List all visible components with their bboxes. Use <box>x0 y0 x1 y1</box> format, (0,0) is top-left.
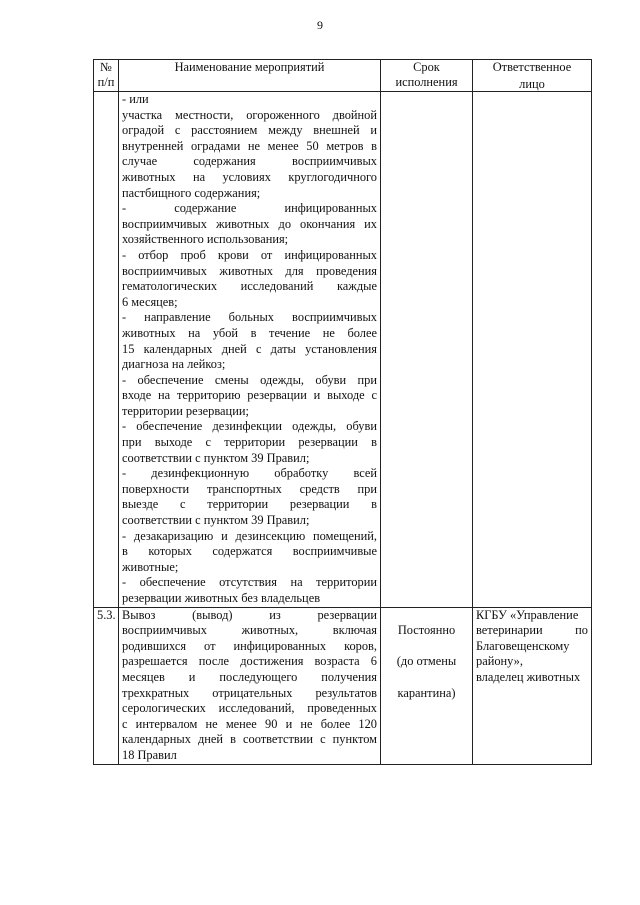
text-line: животных на убой в течение не более <box>122 325 377 340</box>
text-line: разрешается после достижения возраста 6 <box>122 654 377 669</box>
cell-measures <box>119 607 381 764</box>
text-line: - дезакаризацию и дезинсекцию помещений, <box>122 528 377 543</box>
text-line: владелец животных <box>476 669 581 684</box>
text-line: родившихся от инфицированных коров, <box>122 638 377 653</box>
text-line: календарных дней в соответствии с пунктом <box>122 732 377 747</box>
text-line: диагноза на лейкоз; <box>122 357 226 372</box>
text-line: Благовещенскому <box>476 638 570 653</box>
text-line: - отбор проб крови от инфицированных <box>122 247 377 262</box>
text-line: при выходе с территории резервации в <box>122 435 377 450</box>
term-line: (до отмены <box>396 654 457 669</box>
header-num <box>94 60 119 92</box>
text-line: месяцев и последующего получения <box>122 669 377 684</box>
text-line: резервации животных без владельцев <box>122 591 321 605</box>
cell-term <box>381 607 473 764</box>
header-num-line-1: № <box>100 60 112 74</box>
text-line: участка местности, огороженного двойной <box>122 107 377 122</box>
text-line: случае содержания восприимчивых <box>122 154 377 169</box>
text-line: с интервалом не менее 90 и не более 120 <box>122 716 377 731</box>
cell-term <box>381 92 473 608</box>
term-line: карантина) <box>397 685 456 700</box>
header-term-line-2: исполнения <box>395 74 458 89</box>
header-term <box>381 60 473 92</box>
text-line: - обеспечение смены одежды, обуви при <box>122 372 377 387</box>
table-row <box>94 92 592 608</box>
text-line: КГБУ «Управление <box>476 607 579 622</box>
text-line: территории резервации; <box>122 403 249 418</box>
text-line: оградой с расстоянием между внешней и <box>122 123 377 138</box>
text-line: - направление больных восприимчивых <box>122 310 377 325</box>
text-line: - обеспечение отсутствия на территории <box>122 575 377 590</box>
text-line: серологических исследований, проведенных <box>122 701 377 716</box>
text-line: восприимчивых животных для проведения <box>122 263 377 278</box>
measures-table <box>93 59 592 765</box>
text-line: выезде с территории резервации в <box>122 497 377 512</box>
text-line: хозяйственного использования; <box>122 232 289 247</box>
text-line: соответствии с пунктом 39 Правил; <box>122 450 310 465</box>
text-line: трехкратных отрицательных результатов <box>122 685 377 700</box>
text-line: соответствии с пунктом 39 Правил; <box>122 513 310 528</box>
text-line: - дезинфекционную обработку всей <box>122 466 377 481</box>
text-line: гематологических исследований каждые <box>122 279 377 294</box>
text-line: Вывоз (вывод) из резервации <box>122 607 377 622</box>
text-line: восприимчивых животных до окончания их <box>122 216 377 231</box>
text-line: - обеспечение дезинфекции одежды, обуви <box>122 419 377 434</box>
header-responsible <box>473 60 592 92</box>
text-line: внутренней оградами не менее 50 метров в <box>122 138 377 153</box>
text-line: - или <box>122 92 149 106</box>
cell-responsible <box>473 607 592 764</box>
text-line: входе на территорию резервации и выходе с <box>122 388 377 403</box>
text-line: животных на условиях круглогодичного <box>122 169 377 184</box>
term-line: Постоянно <box>397 623 456 638</box>
cell-num <box>94 92 119 608</box>
header-responsible-line-2: лицо <box>519 76 545 91</box>
cell-responsible <box>473 92 592 608</box>
cell-num: 5.3. <box>94 607 119 764</box>
text-line: восприимчивых животных, включая <box>122 623 377 638</box>
text-line: пастбищного содержания; <box>122 185 261 200</box>
cell-measures <box>119 92 381 608</box>
header-term-line-1: Срок <box>413 60 440 74</box>
text-line: 18 Правил <box>122 747 177 762</box>
header-responsible-line-1: Ответственное <box>492 60 572 74</box>
text-line: 15 календарных дней с даты установления <box>122 341 377 356</box>
header-num-line-2: п/п <box>97 74 115 89</box>
text-line: животные; <box>122 559 179 574</box>
table-row <box>94 607 592 764</box>
text-line: району», <box>476 654 523 669</box>
text-line: - содержание инфицированных <box>122 201 377 216</box>
text-line: ветеринарии по <box>476 623 588 638</box>
text-line: в которых содержатся восприимчивые <box>122 544 377 559</box>
header-name: Наименование мероприятий <box>119 60 381 92</box>
page-number: 9 <box>317 18 323 32</box>
table-header-row <box>94 60 592 92</box>
text-line: 6 месяцев; <box>122 294 178 309</box>
text-line: поверхности транспортных средств при <box>122 481 377 496</box>
